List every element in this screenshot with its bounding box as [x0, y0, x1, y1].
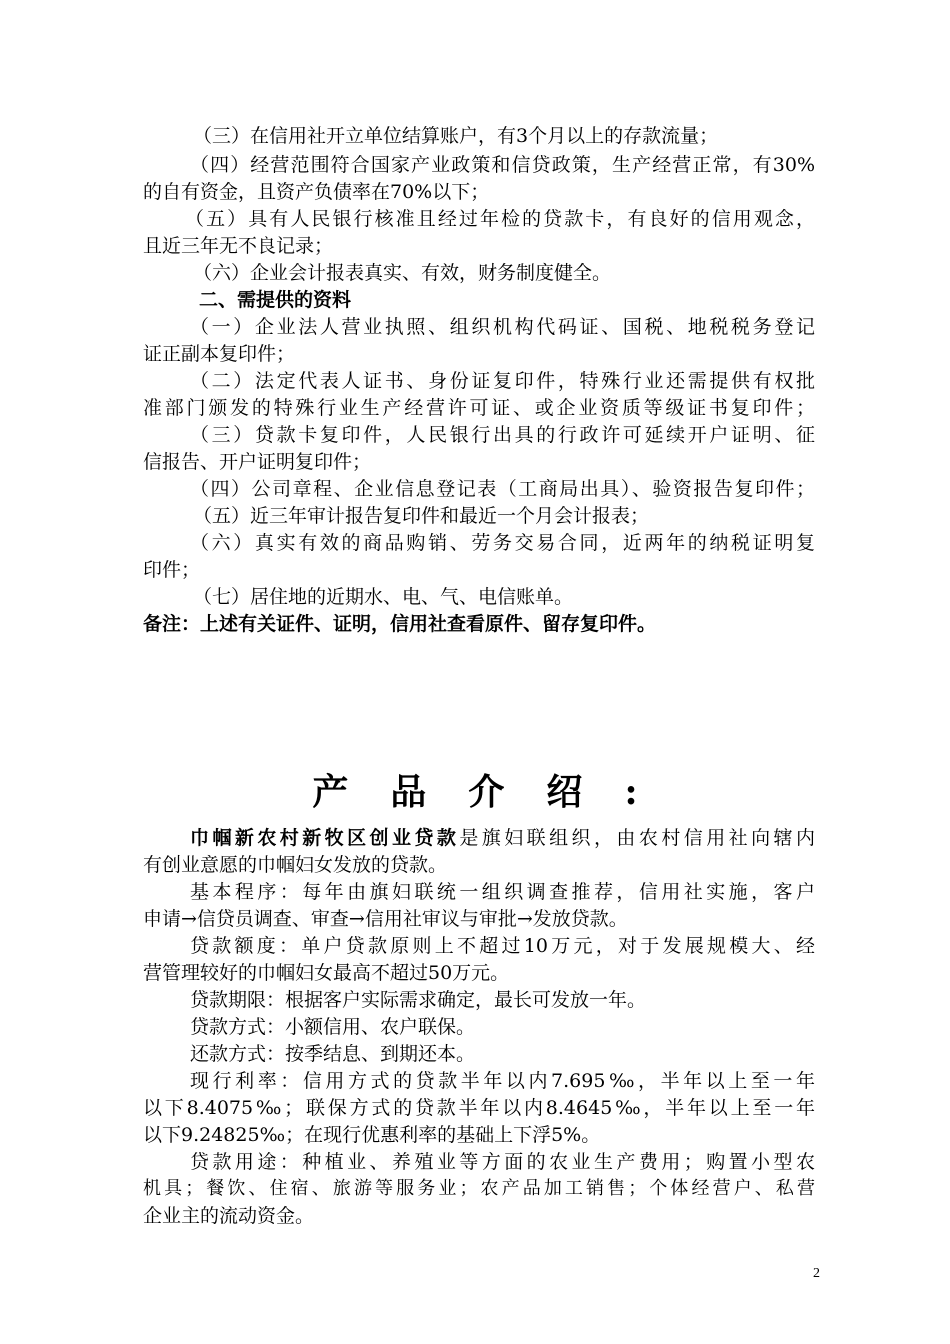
repayment-line: 还款方式：按季结息、到期还本。: [190, 1043, 476, 1065]
usage-line-3: 企业主的流动资金。: [143, 1205, 315, 1227]
section-heading-materials: 二、需提供的资料: [199, 289, 352, 311]
usage-line-1: 贷款用途：种植业、养殖业等方面的农业生产费用；购置小型农: [190, 1151, 815, 1173]
amount-line-2: 营管理较好的巾帼妇女最高不超过50万元。: [143, 962, 510, 984]
product-intro-line-1: [190, 826, 815, 850]
material-item-2: （二）法定代表人证书、身份证复印件，特殊行业还需提供有权批: [190, 370, 815, 392]
procedure-line-2: 申请→信贷员调查、审查→信用社审议与审批→发放贷款。: [143, 908, 628, 930]
product-intro-rest: 是旗妇联组织，由农村信用社向辖内: [459, 827, 815, 849]
procedure-line-1: 基本程序：每年由旗妇联统一组织调查推荐，信用社实施，客户: [190, 881, 815, 903]
amount-line-1: 贷款额度：单户贷款原则上不超过10万元，对于发展规模大、经: [190, 935, 815, 957]
product-intro-line-2: 有创业意愿的巾帼妇女发放的贷款。: [143, 854, 448, 876]
material-item-2-cont: 准部门颁发的特殊行业生产经营许可证、或企业资质等级证书复印件；: [143, 397, 815, 419]
rate-line-1: 现行利率：信用方式的贷款半年以内7.695‰，半年以上至一年: [190, 1070, 815, 1092]
requirement-item-4-cont: 的自有资金，且资产负债率在70%以下；: [143, 181, 490, 203]
material-item-1: （一）企业法人营业执照、组织机构代码证、国税、地税税务登记: [190, 316, 815, 338]
usage-line-2: 机具；餐饮、住宿、旅游等服务业；农产品加工销售；个体经营户、私营: [143, 1178, 815, 1199]
requirement-item-6: （六）企业会计报表真实、有效，财务制度健全。: [193, 262, 612, 284]
materials-note: 备注：上述有关证件、证明，信用社查看原件、留存复印件。: [143, 613, 657, 635]
product-intro-heading: 产品介绍:: [312, 771, 680, 813]
material-item-3-cont: 信报告、开户证明复印件；: [143, 451, 372, 473]
requirement-item-5-cont: 且近三年无不良记录；: [143, 235, 334, 257]
material-item-6: （六）真实有效的商品购销、劳务交易合同，近两年的纳税证明复: [190, 532, 815, 554]
material-item-6-cont: 印件；: [143, 559, 201, 581]
material-item-5: （五）近三年审计报告复印件和最近一个月会计报表；: [193, 505, 650, 527]
product-name: 巾帼新农村新牧区创业贷款: [190, 827, 460, 849]
material-item-3: （三）贷款卡复印件，人民银行出具的行政许可延续开户证明、征: [190, 424, 815, 446]
term-line: 贷款期限：根据客户实际需求确定，最长可发放一年。: [190, 989, 647, 1011]
material-item-1-cont: 证正副本复印件；: [143, 343, 296, 365]
requirement-item-3: （三）在信用社开立单位结算账户，有3个月以上的存款流量；: [193, 125, 719, 147]
rate-line-2: 以下8.4075‰；联保方式的贷款半年以内8.4645‰，半年以上至一年: [143, 1097, 815, 1119]
page-number: 2: [813, 1266, 820, 1281]
requirement-item-4: （四）经营范围符合国家产业政策和信贷政策，生产经营正常，有30%: [190, 154, 815, 176]
method-line: 贷款方式：小额信用、农户联保。: [190, 1016, 476, 1038]
material-item-7: （七）居住地的近期水、电、气、电信账单。: [193, 586, 574, 608]
material-item-4: （四）公司章程、企业信息登记表（工商局出具）、验资报告复印件；: [190, 478, 815, 500]
requirement-item-5: （五）具有人民银行核准且经过年检的贷款卡，有良好的信用观念，: [185, 208, 815, 230]
rate-line-3: 以下9.24825‰；在现行优惠利率的基础上下浮5%。: [143, 1124, 601, 1146]
